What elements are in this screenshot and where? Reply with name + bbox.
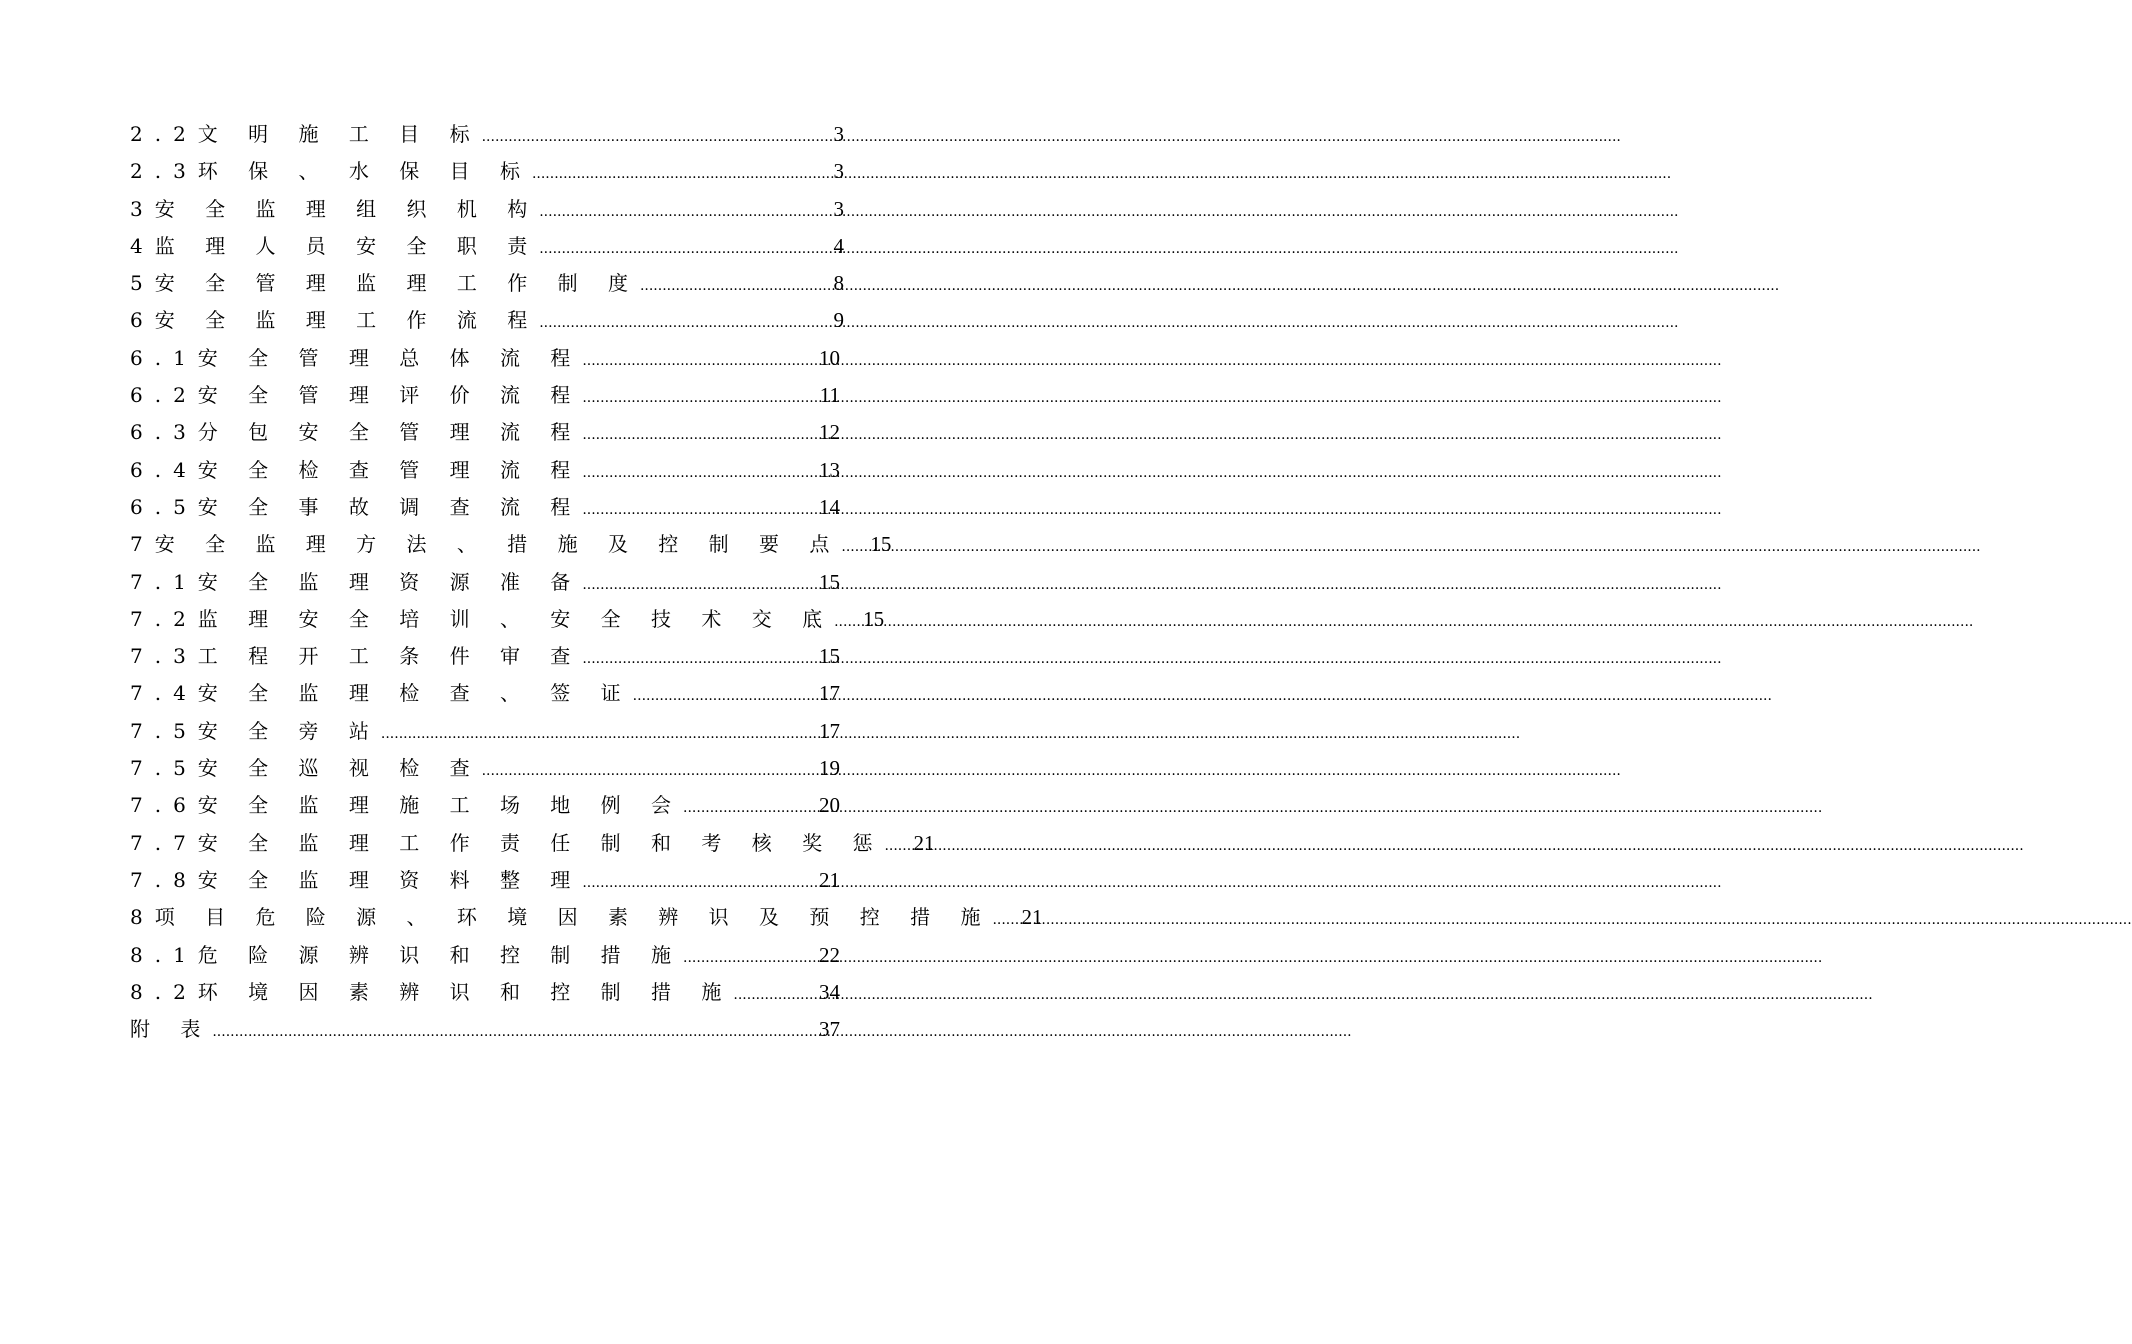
toc-entry[interactable] [130, 789, 840, 826]
toc-leader-dots [482, 763, 810, 779]
toc-leader-dots [582, 353, 810, 369]
toc-entry[interactable] [130, 640, 840, 677]
toc-entry[interactable] [130, 155, 844, 192]
toc-leader-dots [582, 502, 810, 518]
toc-leader-dots [539, 204, 814, 220]
toc-page-number: 20 [819, 793, 840, 818]
toc-entry-title: 附 表 [130, 1017, 213, 1042]
table-of-contents [130, 118, 1043, 1050]
toc-page-number: 15 [819, 644, 840, 669]
toc-leader-dots [582, 390, 810, 406]
toc-entry-title: 7.7安 全 监 理 工 作 责 任 制 和 考 核 奖 惩 [130, 830, 885, 855]
toc-entry-title: 5安 全 管 理 监 理 工 作 制 度 [130, 271, 640, 296]
toc-page-number: 4 [833, 233, 844, 258]
toc-entry[interactable] [130, 939, 840, 976]
toc-leader-dots [582, 651, 810, 667]
toc-entry-title: 6.5安 全 事 故 调 查 流 程 [130, 494, 583, 519]
toc-page-number: 37 [819, 1017, 840, 1042]
toc-leader-dots [683, 800, 810, 816]
toc-page-number: 21 [1021, 905, 1043, 930]
toc-entry-title: 6.1安 全 管 理 总 体 流 程 [130, 345, 583, 370]
toc-entry-title: 2.3环 保 、 水 保 目 标 [130, 159, 532, 184]
toc-leader-dots [582, 875, 810, 891]
toc-entry-title: 7.5安 全 巡 视 检 查 [130, 756, 482, 781]
toc-leader-dots [884, 838, 904, 854]
toc-entry-title: 2.2文 明 施 工 目 标 [130, 122, 482, 146]
toc-page-number: 15 [819, 569, 840, 594]
toc-entry[interactable] [130, 976, 840, 1013]
toc-entry[interactable] [130, 267, 844, 304]
toc-entry[interactable] [130, 379, 840, 416]
toc-leader-dots [482, 129, 814, 145]
toc-leader-dots [532, 166, 814, 182]
toc-page-number: 15 [870, 532, 892, 557]
toc-entry[interactable] [130, 528, 892, 565]
toc-leader-dots [683, 950, 810, 966]
toc-entry[interactable] [130, 193, 844, 230]
toc-entry-title: 6.2安 全 管 理 评 价 流 程 [130, 383, 583, 408]
toc-page-number: 22 [819, 942, 840, 967]
toc-entry[interactable] [130, 416, 840, 453]
toc-page-number: 19 [819, 756, 840, 781]
toc-entry-title: 7安 全 监 理 方 法 、 措 施 及 控 制 要 点 [130, 532, 842, 557]
toc-page-number: 11 [819, 383, 840, 408]
toc-leader-dots [640, 278, 814, 294]
toc-leader-dots [582, 577, 810, 593]
toc-leader-dots [582, 427, 810, 443]
toc-entry-title: 6.4安 全 检 查 管 理 流 程 [130, 457, 583, 482]
toc-leader-dots [381, 726, 810, 742]
toc-entry[interactable] [130, 677, 840, 714]
toc-leader-dots [834, 614, 854, 630]
toc-entry[interactable] [130, 230, 844, 267]
toc-page-number: 3 [833, 122, 844, 146]
toc-entry-title: 8项 目 危 险 源 、 环 境 因 素 辨 识 及 预 控 措 施 [130, 905, 993, 930]
toc-page-number: 12 [819, 420, 840, 445]
toc-entry-title: 7.5安 全 旁 站 [130, 718, 381, 743]
toc-entry[interactable] [130, 342, 840, 379]
toc-page-number: 3 [833, 196, 844, 221]
toc-page-number: 14 [819, 494, 840, 519]
toc-page-number: 8 [833, 271, 844, 296]
toc-leader-dots [539, 315, 814, 331]
toc-leader-dots [841, 539, 861, 555]
toc-entry[interactable] [130, 566, 840, 603]
toc-entry-title: 7.4安 全 监 理 检 查 、 签 证 [130, 681, 633, 706]
toc-leader-dots [539, 241, 814, 257]
toc-page-number: 3 [833, 159, 844, 184]
toc-entry-title: 7.2监 理 安 全 培 训 、 安 全 技 术 交 底 [130, 606, 835, 631]
toc-page-number: 9 [833, 308, 844, 333]
toc-leader-dots [633, 688, 810, 704]
toc-entry[interactable] [130, 454, 840, 491]
toc-entry[interactable] [130, 715, 840, 752]
toc-leader-dots [212, 1024, 810, 1040]
toc-entry[interactable] [130, 901, 1043, 938]
toc-entry-title: 3安 全 监 理 组 织 机 构 [130, 196, 540, 221]
toc-entry-title: 8.1危 险 源 辨 识 和 控 制 措 施 [130, 942, 684, 967]
toc-entry-title: 8.2环 境 因 素 辨 识 和 控 制 措 施 [130, 979, 734, 1004]
toc-entry-title: 7.6安 全 监 理 施 工 场 地 例 会 [130, 793, 684, 818]
toc-page-number: 13 [819, 457, 840, 482]
toc-entry-title: 7.3工 程 开 工 条 件 审 查 [130, 644, 583, 669]
toc-page-number: 15 [863, 606, 885, 631]
toc-leader-dots [582, 465, 810, 481]
toc-entry-title: 6.3分 包 安 全 管 理 流 程 [130, 420, 583, 445]
toc-entry[interactable] [130, 491, 840, 528]
toc-page-number: 17 [819, 681, 840, 706]
toc-page-number: 34 [819, 979, 840, 1004]
toc-entry[interactable] [130, 827, 935, 864]
toc-page-number: 10 [819, 345, 840, 370]
toc-entry[interactable] [130, 603, 885, 640]
toc-entry-title: 7.1安 全 监 理 资 源 准 备 [130, 569, 583, 594]
toc-leader-dots [992, 912, 1012, 928]
toc-entry[interactable] [130, 1013, 840, 1050]
toc-page-number: 21 [819, 867, 840, 892]
toc-entry-title: 6安 全 监 理 工 作 流 程 [130, 308, 540, 333]
toc-entry-title: 4监 理 人 员 安 全 职 责 [130, 233, 540, 258]
toc-entry[interactable] [130, 118, 844, 155]
toc-leader-dots [733, 987, 810, 1003]
toc-entry[interactable] [130, 752, 840, 789]
toc-entry[interactable] [130, 304, 844, 341]
toc-entry-title: 7.8安 全 监 理 资 料 整 理 [130, 867, 583, 892]
toc-page-number: 21 [913, 830, 935, 855]
toc-page-number: 17 [819, 718, 840, 743]
toc-entry[interactable] [130, 864, 840, 901]
